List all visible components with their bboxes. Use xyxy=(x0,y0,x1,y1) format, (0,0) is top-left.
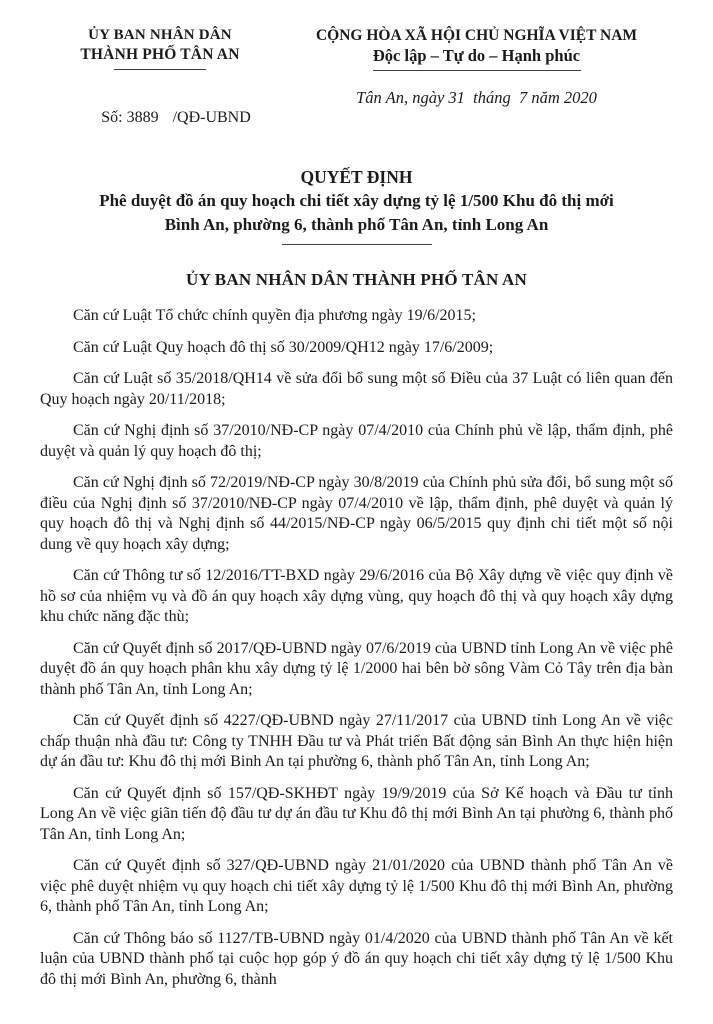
document-number xyxy=(40,91,280,145)
legal-basis-paragraph: Căn cứ Nghị định số 37/2010/NĐ-CP ngày 07/4/2010 của Chính phủ về lập, thẩm định, phê duyệt và quản lý quy hoạch đô thị; xyxy=(40,422,673,460)
legal-basis-paragraph: Căn cứ Nghị định số 72/2019/NĐ-CP ngày 30/8/2019 của Chính phủ sửa đổi, bổ sung một số điều của Nghị định số 37/2010/NĐ-CP ngày 07/4/2010 về lập, thẩm định, phê duyệt và quản lý quy hoạch đô thị và Nghị định số 44/2015/NĐ-CP ngày 06/5/2015 quy định chi tiết một số nội dung về quy hoạch xây dựng; xyxy=(40,474,673,553)
decision-subtitle-line1: Phê duyệt đồ án quy hoạch chi tiết xây dựng tỷ lệ 1/500 Khu đô thị mới xyxy=(99,191,614,210)
decision-heading: QUYẾT ĐỊNH xyxy=(300,167,413,187)
issuing-authority-block xyxy=(40,26,280,145)
national-title: CỘNG HÒA XÃ HỘI CHỦ NGHĨA VIỆT NAM xyxy=(315,27,638,44)
legal-basis-paragraph: Căn cứ Quyết định số 2017/QĐ-UBND ngày 07/6/2019 của UBND tỉnh Long An về việc phê duyệt đồ án quy hoạch phân khu xây dựng tỷ lệ 1/2000 hai bên bờ sông Vàm Cỏ Tây trên địa bàn thành phố Tân An, tỉnh Long An; xyxy=(40,639,673,698)
issue-date-line: Tân An, ngày 31 tháng 7 năm 2020 xyxy=(356,88,597,107)
legal-basis-paragraph: Căn cứ Luật Tổ chức chính quyền địa phương ngày 19/6/2015; xyxy=(73,307,476,324)
issuer-heading: ỦY BAN NHÂN DÂN THÀNH PHỐ TÂN AN xyxy=(186,270,527,289)
national-motto-block xyxy=(280,26,673,145)
legal-basis-paragraph: Căn cứ Luật số 35/2018/QH14 về sửa đổi bổ sung một số Điều của 37 Luật có liên quan đến Quy hoạch ngày 20/11/2018; xyxy=(40,370,673,408)
document-header xyxy=(0,0,713,145)
legal-basis-paragraph: Căn cứ Thông tư số 12/2016/TT-BXD ngày 29/6/2016 của Bộ Xây dựng về việc quy định về hồ sơ của nhiệm vụ và đồ án quy hoạch xây dựng vùng, quy hoạch đô thị và quy hoạch xây dựng khu chức năng đặc thù; xyxy=(40,567,673,625)
legal-basis-paragraph: Căn cứ Thông báo số 1127/TB-UBND ngày 01/4/2020 của UBND thành phố Tân An về kết luận của UBND thành phố tại cuộc họp góp ý đồ án quy hoạch chi tiết xây dựng tỷ lệ 1/500 Khu đô thị mới Bình An, phường 6, thành xyxy=(40,929,673,988)
document-body xyxy=(0,306,713,990)
legal-basis-paragraph: Căn cứ Luật Quy hoạch đô thị số 30/2009/QH12 ngày 17/6/2009; xyxy=(73,338,494,356)
decision-title-block xyxy=(0,166,713,245)
legal-basis-paragraph: Căn cứ Quyết định số 327/QĐ-UBND ngày 21/01/2020 của UBND thành phố Tân An về việc phê duyệt nhiệm vụ quy hoạch chi tiết xây dựng tỷ lệ 1/500 Khu đô thị mới Bình An, phường 6, thành phố Tân An, tỉnh Long An; xyxy=(40,857,673,915)
document-number-label: Số: 3889 xyxy=(101,109,159,126)
title-underline xyxy=(282,244,432,245)
authority-underline xyxy=(114,69,206,70)
document-number-suffix: /QĐ-UBND xyxy=(172,109,251,126)
national-motto: Độc lập – Tự do – Hạnh phúc xyxy=(372,46,581,65)
issuing-authority-line2: THÀNH PHỐ TÂN AN xyxy=(80,46,240,63)
decision-subtitle-line2: Bình An, phường 6, thành phố Tân An, tỉnh Long An xyxy=(164,215,549,234)
legal-basis-paragraph: Căn cứ Quyết định số 4227/QĐ-UBND ngày 27/11/2017 của UBND tỉnh Long An về việc chấp thuận nhà đầu tư: Công ty TNHH Đầu tư và Phát triển Bất động sản Bình An thực hiện hiện dự án đầu tư: Khu đô thị mới Binh An tại phường 6, thành phố Tân An, tỉnh Long An; xyxy=(40,712,673,770)
issuing-authority-line1: ỦY BAN NHÂN DÂN xyxy=(88,27,232,43)
motto-underline xyxy=(373,70,581,71)
legal-basis-paragraph: Căn cứ Quyết định số 157/QĐ-SKHĐT ngày 19/9/2019 của Sở Kế hoạch và Đầu tư tỉnh Long An về việc giãn tiến độ đầu tư dự án đầu tư Khu đô thị mới Bình An tại phường 6, thành phố Tân An, tỉnh Long An; xyxy=(40,784,673,843)
